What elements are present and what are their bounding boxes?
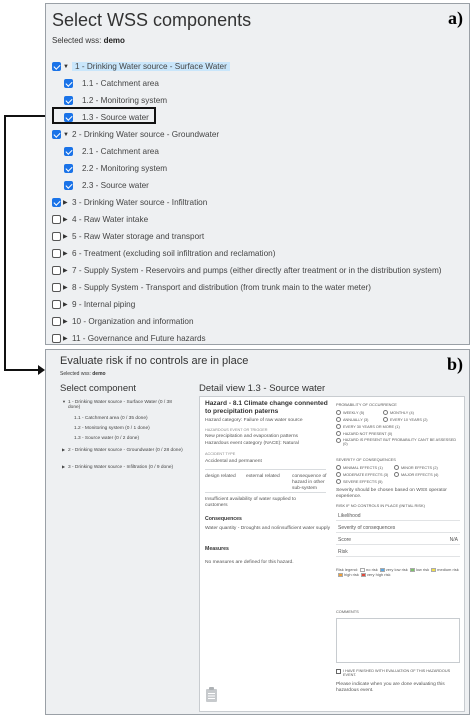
likelihood-row: Likelihood: [336, 511, 460, 521]
legend-swatch: [361, 573, 366, 577]
risk-row: Risk: [336, 547, 460, 557]
checkbox[interactable]: [52, 334, 61, 343]
finished-note: Please indicate when you are done evaluating this hazardous event.: [336, 682, 445, 693]
legend-swatch: [380, 568, 385, 572]
panel-letter-b: b): [446, 354, 463, 374]
checkbox[interactable]: [52, 130, 61, 139]
caret-right-icon[interactable]: ▶: [62, 447, 66, 452]
component-item[interactable]: [62, 464, 173, 471]
score-value: N/A: [449, 536, 458, 543]
legend-swatch: [360, 568, 365, 572]
caret-right-icon[interactable]: ▶: [63, 302, 68, 308]
sev-option[interactable]: MINIMAL EFFECTS (1): [336, 465, 383, 470]
caret-right-icon[interactable]: ▶: [62, 464, 66, 469]
caret-right-icon[interactable]: ▶: [63, 200, 68, 206]
event-caption: HAZARDOUS EVENT OR TRIGGER: [205, 428, 268, 432]
sev-option[interactable]: MINOR EFFECTS (2): [394, 465, 438, 470]
panel-letter-a: a): [448, 8, 463, 28]
connector-line-bottom: [4, 369, 40, 371]
hazard-category: Hazard category: Failure of raw water source: [205, 418, 303, 423]
component-label: 1.3 - Source water (0 / 2 done): [74, 436, 140, 441]
legend-swatch: [338, 573, 343, 577]
component-item[interactable]: [74, 436, 139, 442]
connector-arrow-icon: [38, 365, 45, 375]
sev-option[interactable]: MAJOR EFFECTS (4): [394, 472, 438, 477]
hazard-title: Hazard - 8.1 Climate change connented to precipitation paterns: [205, 400, 328, 415]
tree-item-label: 1.3 - Source water: [82, 113, 149, 122]
tree-item-label: 4 - Raw Water intake: [72, 215, 149, 224]
checkbox[interactable]: [64, 181, 73, 190]
external-related: external related: [246, 474, 280, 479]
panel-select-components: [45, 3, 470, 345]
tree-item-label: 9 - Internal piping: [72, 300, 136, 309]
tree-item-label: 11 - Governance and Future hazards: [72, 334, 206, 343]
legend-label: no risk: [366, 567, 378, 572]
tree-item[interactable]: [64, 77, 159, 90]
divider: [205, 469, 326, 470]
component-label: 1.1 - Catchment area (0 / 35 done): [74, 416, 148, 421]
selected-wss-value: demo: [92, 371, 106, 377]
tree-item[interactable]: [52, 332, 206, 345]
checkbox[interactable]: [64, 147, 73, 156]
checkbox[interactable]: [64, 79, 73, 88]
consequence-other: consequence of hazard in other sub-system: [292, 474, 327, 491]
measures-text: No measures are defined for this hazard.: [205, 560, 294, 565]
legend-label: high risk: [344, 572, 359, 577]
tree-item-label: 3 - Drinking Water source - Infiltration: [72, 198, 208, 207]
prob-option[interactable]: ANNUALLY (3): [336, 417, 368, 422]
finished-checkbox[interactable]: I HAVE FINISHED WITH EVALUATION OF THIS HAZARDOUS EVENT.: [336, 669, 460, 677]
tree-item[interactable]: [64, 145, 159, 158]
tree-item[interactable]: [64, 94, 167, 107]
checkbox[interactable]: [52, 300, 61, 309]
comments-textarea[interactable]: [336, 618, 460, 663]
panel-evaluate-risk: [45, 349, 470, 715]
tree-item[interactable]: [52, 264, 442, 277]
checkbox[interactable]: [52, 283, 61, 292]
checkbox[interactable]: [52, 317, 61, 326]
measures-heading: Measures: [205, 546, 229, 552]
checkbox[interactable]: [64, 96, 73, 105]
sev-option[interactable]: MODERATE EFFECTS (3): [336, 472, 388, 477]
severity-row: Severity of consequences: [336, 523, 460, 533]
component-item[interactable]: [62, 447, 183, 454]
prob-option[interactable]: EVERY 30 YEARS OR MORE (1): [336, 424, 400, 429]
tree-item[interactable]: [64, 162, 167, 175]
tree-item-label: 5 - Raw Water storage and transport: [72, 232, 205, 241]
tree-item-label: 2.3 - Source water: [82, 181, 149, 190]
tree-item[interactable]: [52, 213, 148, 226]
tree-item-label: 2 - Drinking Water source - Groundwater: [72, 130, 220, 139]
caret-right-icon[interactable]: ▶: [63, 336, 68, 342]
legend-label: very low risk: [385, 567, 408, 572]
risk-legend-label: Risk legend:: [336, 567, 359, 572]
comments-caption: COMMENTS: [336, 609, 359, 614]
divider: [205, 492, 326, 493]
detail-card: [199, 396, 465, 712]
caret-right-icon[interactable]: ▶: [63, 268, 68, 274]
tree-item[interactable]: [52, 196, 207, 209]
caret-right-icon[interactable]: ▶: [63, 285, 68, 291]
insufficient-text: Insufficient availability of water supplied to customers: [205, 497, 296, 508]
tree-item-label: 1.2 - Monitoring system: [82, 96, 168, 105]
checkbox[interactable]: [64, 164, 73, 173]
checkbox[interactable]: [52, 266, 61, 275]
consequences-heading: Consequences: [205, 516, 242, 522]
tree-item-label: 2.1 - Catchment area: [82, 147, 159, 156]
tree-item[interactable]: [52, 298, 135, 311]
selected-wss-b: [60, 371, 106, 377]
component-item[interactable]: [74, 416, 148, 422]
caret-right-icon[interactable]: ▶: [63, 217, 68, 223]
score-row: Score N/A: [336, 535, 460, 545]
legend-label: very high risk: [366, 572, 391, 577]
component-label: 1 - Drinking Water source - Surface Water (0 / 38: [68, 400, 172, 405]
detail-view-heading: Detail view 1.3 - Source water: [199, 383, 326, 394]
prob-option[interactable]: HAZARD IS PRESENT BUT PROBABILITY CAN'T BE ASSESSED (0): [336, 438, 460, 446]
risk-caption: RISK IF NO CONTROLS IN PLACE (INITIAL RISK): [336, 503, 425, 508]
severity-caption: SEVERITY OF CONSEQUENCES: [336, 457, 396, 462]
consequences-text: Water quantity - Droughts and no/insufficient water supply: [205, 526, 331, 531]
selected-wss-label: Selected wss:: [52, 36, 102, 45]
component-label: done): [68, 405, 81, 410]
connector-line-vertical: [4, 115, 6, 370]
prob-option[interactable]: HAZARD NOT PRESENT (0): [336, 431, 392, 436]
clipboard-icon: [206, 689, 217, 702]
legend-swatch: [431, 568, 436, 572]
prob-option[interactable]: MONTHLY (4): [383, 410, 414, 415]
legend-label: low risk: [415, 567, 430, 572]
page-title: Select WSS components: [52, 10, 252, 30]
tree-item[interactable]: [52, 128, 219, 141]
caret-right-icon[interactable]: ▶: [63, 234, 68, 240]
accident-text: Accidental and permanent: [205, 459, 262, 464]
component-label: 1.2 - Monitoring system (0 / 1 done): [74, 426, 150, 431]
accident-caption: ACCIDENT TYPE: [205, 452, 236, 456]
selected-wss: [52, 36, 125, 45]
event-category: Hazardous event category (NACE): Natural: [205, 441, 299, 446]
sev-option[interactable]: SEVERE EFFECTS (5): [336, 479, 382, 484]
caret-right-icon[interactable]: ▶: [63, 319, 68, 325]
tree-item-label: 8 - Supply System - Transport and distribution (from trunk main to the water meter): [72, 283, 371, 292]
component-item[interactable]: [68, 405, 80, 411]
prob-option[interactable]: WEEKLY (5): [336, 410, 364, 415]
checkbox[interactable]: [52, 198, 61, 207]
component-label: 2 - Drinking Water source - Groundwater (0 / 28 done): [68, 448, 183, 453]
evaluate-title: Evaluate risk if no controls are in place: [60, 355, 249, 367]
caret-right-icon[interactable]: ▶: [63, 251, 68, 257]
caret-down-icon[interactable]: ▼: [63, 63, 69, 70]
component-item[interactable]: [74, 426, 150, 432]
risk-legend: [336, 567, 460, 577]
tree-item[interactable]: [52, 60, 230, 73]
checkbox[interactable]: [52, 232, 61, 241]
tree-item-label: 2.2 - Monitoring system: [82, 164, 168, 173]
selected-wss-label: Selected wss:: [60, 371, 91, 377]
caret-down-icon[interactable]: ▼: [62, 399, 66, 404]
caret-down-icon[interactable]: ▼: [63, 131, 69, 138]
tree-item-label: 10 - Organization and information: [72, 317, 194, 326]
severity-note: Severity should be chosen based on WSS operator experience.: [336, 488, 447, 499]
checkbox[interactable]: [52, 249, 61, 258]
tree-item-label: 6 - Treatment (excluding soil infiltration and reclamation): [72, 249, 276, 258]
probability-caption: PROBABILITY OF OCCURRENCE: [336, 402, 397, 407]
tree-item[interactable]: [52, 247, 275, 260]
checkbox[interactable]: [52, 215, 61, 224]
checkbox[interactable]: [52, 62, 61, 71]
event-text: New precipitation and evaporation patterns: [205, 434, 298, 439]
selected-wss-value: demo: [103, 36, 125, 45]
tree-item-label: 7 - Supply System - Reservoirs and pumps (either directly after treatment or in the distribution system): [72, 266, 442, 275]
tree-item-label: 1.1 - Catchment area: [82, 79, 159, 88]
tree-item[interactable]: [52, 281, 371, 294]
tree-item[interactable]: [64, 179, 149, 192]
tree-item[interactable]: [52, 315, 194, 328]
select-component-heading: Select component: [60, 383, 137, 394]
legend-swatch: [410, 568, 415, 572]
legend-label: medium risk: [437, 567, 459, 572]
design-related: design related: [205, 474, 236, 479]
tree-item-label: 1 - Drinking Water source - Surface Water: [72, 62, 230, 71]
highlight-box: [52, 107, 156, 124]
tree-item[interactable]: [52, 230, 204, 243]
component-label: 3 - Drinking Water source - Infiltration (0 / 9 done): [68, 465, 174, 470]
prob-option[interactable]: EVERY 10 YEARS (2): [383, 417, 428, 422]
